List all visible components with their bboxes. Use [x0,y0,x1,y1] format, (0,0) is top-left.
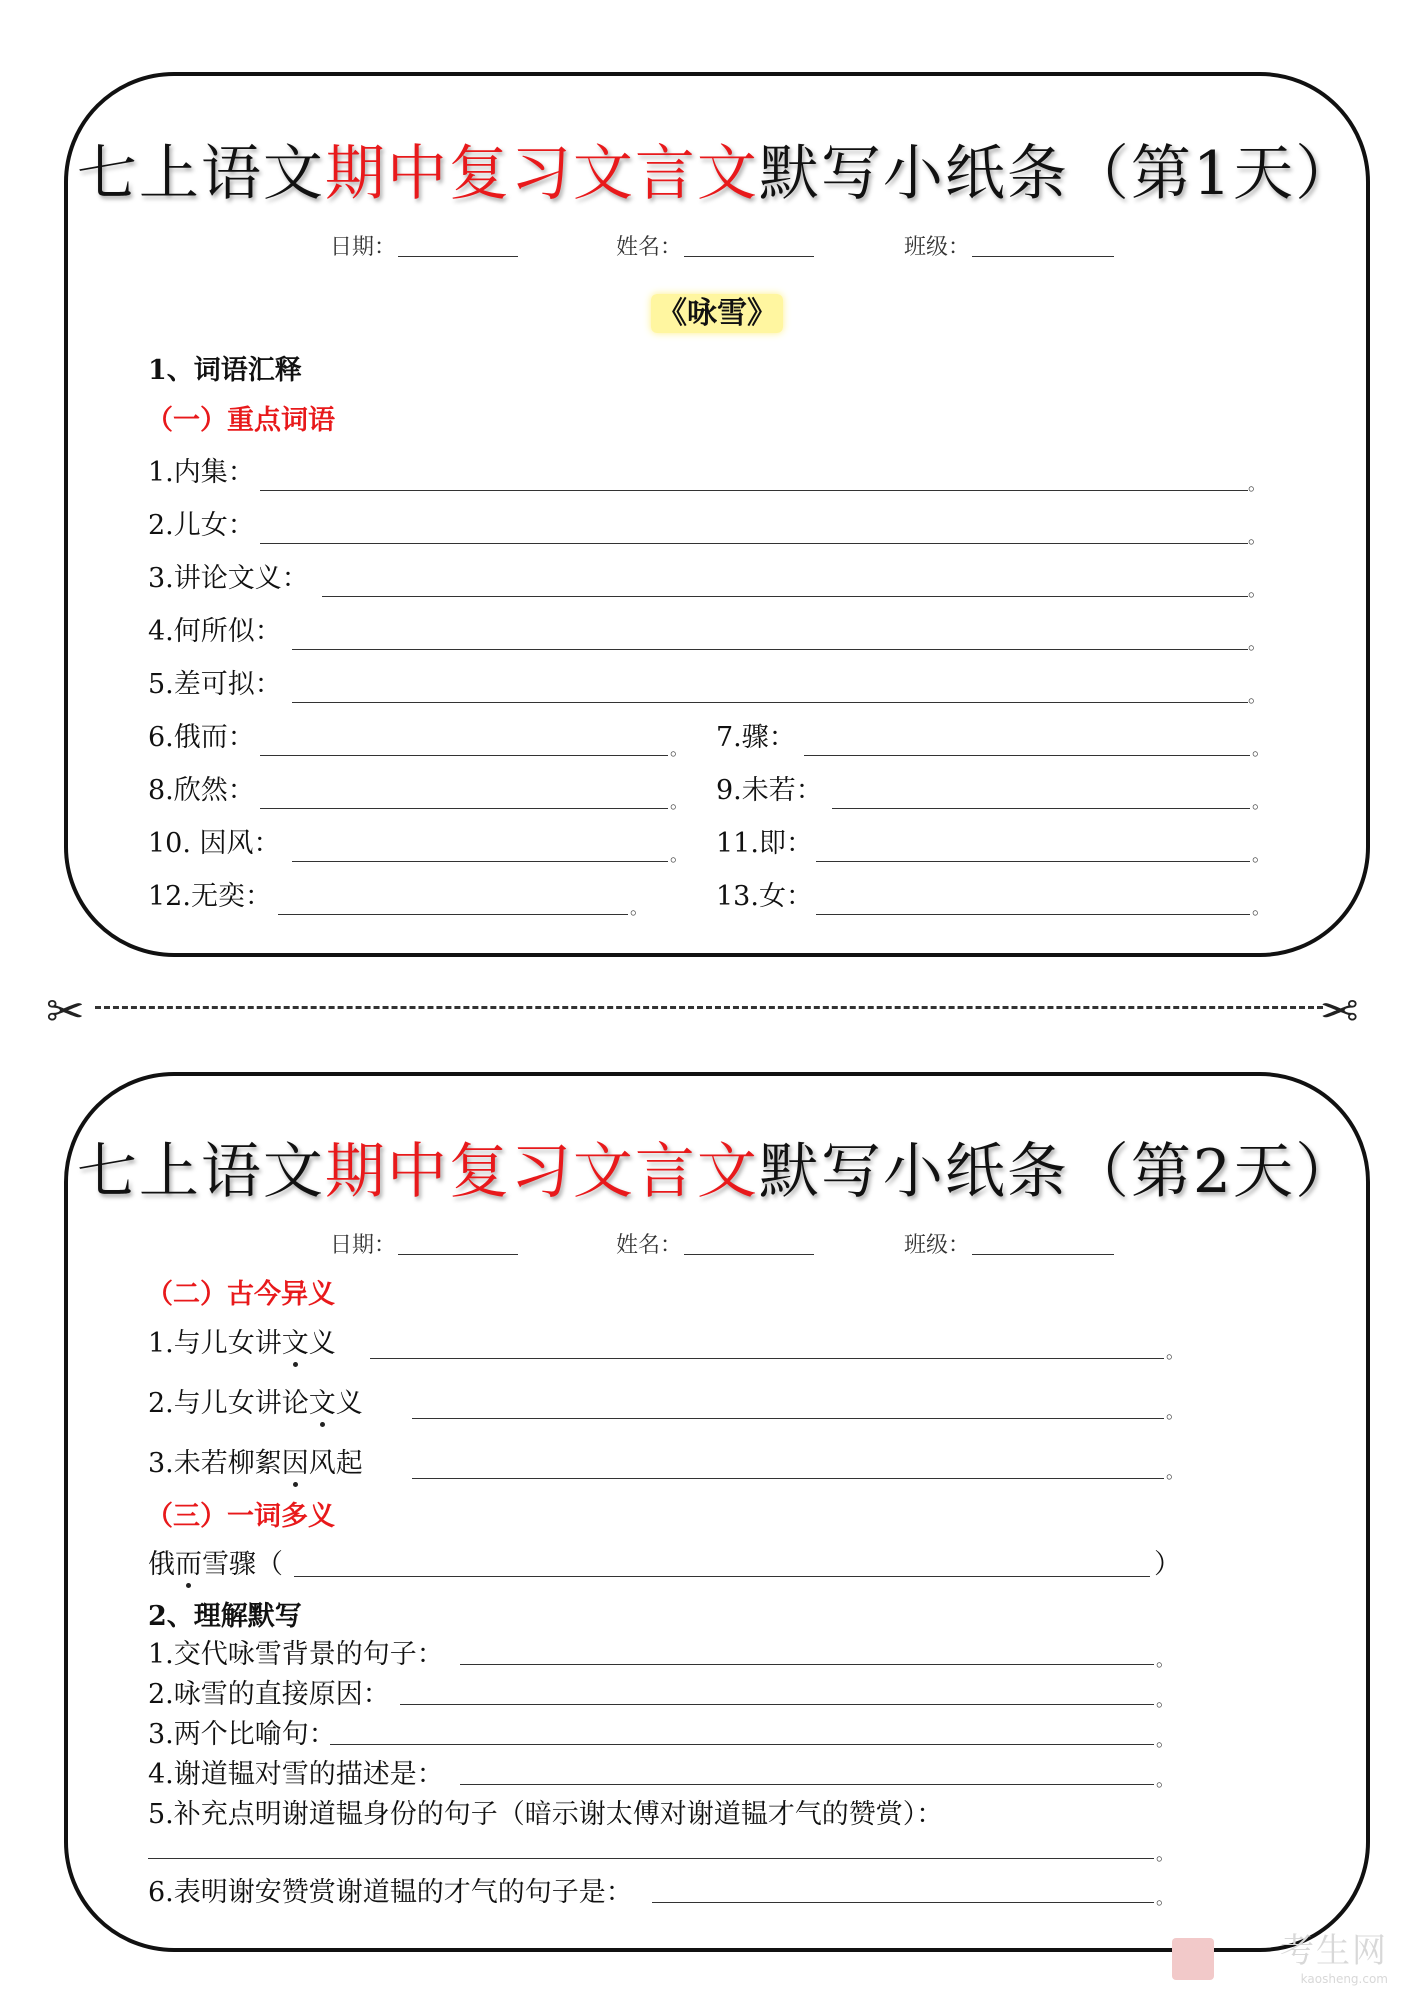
answer-line[interactable] [330,1744,1154,1745]
watermark-domain: kaosheng.com [1300,1972,1388,1986]
vocab-item: 12.无奕： [148,881,272,912]
answer-line[interactable] [148,1858,1154,1859]
answer-line[interactable] [652,1902,1154,1903]
period-mark: 。 [670,845,688,866]
period-mark: 。 [630,898,648,919]
period-mark: 。 [1248,527,1266,548]
sub-polysemy: （三）一词多义 [146,1501,335,1532]
slip-card-day1 [64,72,1370,957]
vocab-item: 10. 因风： [148,828,281,859]
period-mark: 。 [1252,792,1270,813]
title-end: 天） [1233,1137,1358,1207]
close-paren: ） [1154,1549,1181,1580]
answer-line[interactable] [294,1576,1150,1577]
answer-line[interactable] [260,808,668,809]
vocab-item: 1.内集： [148,457,255,488]
date-field[interactable] [398,1254,518,1255]
name-field[interactable] [684,1254,814,1255]
answer-line[interactable] [292,649,1248,650]
period-mark: 。 [1156,1690,1174,1711]
dictation-item: 2.咏雪的直接原因： [148,1679,390,1710]
period-mark: 。 [1156,1888,1174,1909]
answer-line[interactable] [412,1418,1164,1419]
vocab-item: 13.女： [716,881,813,912]
period-mark: 。 [1156,1730,1174,1751]
answer-line[interactable] [460,1784,1154,1785]
period-mark: 。 [670,739,688,760]
section-dictation: 2、理解默写 [148,1601,302,1632]
vocab-item: 5.差可拟： [148,669,282,700]
dictation-item: 6.表明谢安赞赏谢道韫的才气的句子是： [148,1877,633,1908]
name-label: 姓名： [616,235,683,260]
answer-line[interactable] [816,914,1250,915]
answer-line[interactable] [322,596,1248,597]
date-field[interactable] [398,256,518,257]
vocab-item: 8.欣然： [148,775,255,806]
sub-key-words: （一）重点词语 [146,405,335,436]
title-end: 天） [1233,139,1358,209]
emph-word: 文 [308,1388,336,1419]
card-title [68,1124,1366,1210]
name-label: 姓名： [616,1233,683,1258]
class-field[interactable] [972,256,1114,257]
period-mark: 。 [1156,1770,1174,1791]
dictation-item: 1.交代咏雪背景的句子： [148,1639,444,1670]
scissor-icon: ✂ [1320,984,1359,1038]
emph-word: 而 [175,1549,202,1580]
poem-title: 《咏雪》 [68,288,1366,332]
watermark [1280,1923,1388,1986]
vocab-item: 7.骤： [716,722,796,753]
period-mark: 。 [1156,1844,1174,1865]
period-mark: 。 [1248,474,1266,495]
title-suffix: 默写小纸条（第 [758,139,1193,209]
period-mark: 。 [1248,633,1266,654]
period-mark: 。 [1248,686,1266,707]
period-mark: 。 [1252,845,1270,866]
answer-line[interactable] [260,755,668,756]
gujin-item: 2.与儿女讲论文义 [148,1388,363,1419]
vocab-item: 2.儿女： [148,510,255,541]
vocab-item: 6.俄而： [148,722,255,753]
card-title [68,126,1366,212]
answer-line[interactable] [816,861,1250,862]
date-label: 日期： [330,1233,397,1258]
answer-line[interactable] [804,755,1250,756]
title-highlight: 期中复习文言文 [324,139,759,209]
slip-card-day2 [64,1072,1370,1952]
title-day-number: 1 [1192,139,1234,209]
answer-line[interactable] [292,861,668,862]
cut-line [95,1006,1323,1009]
gujin-item: 3.未若柳絮因风起 [148,1448,363,1479]
dictation-item: 3.两个比喻句： [148,1719,336,1750]
watermark-brand: 考生网 [1280,1931,1388,1971]
period-mark: 。 [1248,580,1266,601]
scissor-icon: ✂ [46,984,85,1038]
period-mark: 。 [1166,1462,1184,1483]
answer-line[interactable] [412,1478,1164,1479]
emph-word: 因 [281,1448,309,1479]
section-vocab: 1、词语汇释 [148,355,302,386]
class-label: 班级： [904,235,971,260]
sub-ancient-modern: （二）古今异义 [146,1279,335,1310]
period-mark: 。 [1166,1342,1184,1363]
emph-word: 讲文义 [254,1328,336,1359]
answer-line[interactable] [370,1358,1164,1359]
polysemy-item: 俄而雪骤（ [148,1549,283,1580]
vocab-item: 4.何所似： [148,616,282,647]
period-mark: 。 [1166,1402,1184,1423]
watermark-logo-icon [1172,1938,1214,1980]
date-label: 日期： [330,235,397,260]
dictation-item: 4.谢道韫对雪的描述是： [148,1759,444,1790]
gujin-item: 1.与儿女讲文义 [148,1328,336,1359]
answer-line[interactable] [260,490,1248,491]
name-field[interactable] [684,256,814,257]
period-mark: 。 [1252,898,1270,919]
answer-line[interactable] [460,1664,1154,1665]
title-day-number: 2 [1192,1137,1234,1207]
period-mark: 。 [1252,739,1270,760]
title-highlight: 期中复习文言文 [324,1137,759,1207]
dictation-item: 5.补充点明谢道韫身份的句子（暗示谢太傅对谢道韫才气的赞赏）： [148,1799,944,1830]
answer-line[interactable] [278,914,628,915]
period-mark: 。 [1156,1650,1174,1671]
answer-line[interactable] [832,808,1250,809]
vocab-item: 9.未若： [716,775,823,806]
class-field[interactable] [972,1254,1114,1255]
class-label: 班级： [904,1233,971,1258]
vocab-item: 11.即： [716,828,813,859]
title-prefix: 七上语文 [76,139,325,209]
vocab-item: 3.讲论文义： [148,563,309,594]
title-suffix: 默写小纸条（第 [758,1137,1193,1207]
answer-line[interactable] [260,543,1248,544]
title-prefix: 七上语文 [76,1137,325,1207]
answer-line[interactable] [400,1704,1154,1705]
period-mark: 。 [670,792,688,813]
answer-line[interactable] [292,702,1248,703]
